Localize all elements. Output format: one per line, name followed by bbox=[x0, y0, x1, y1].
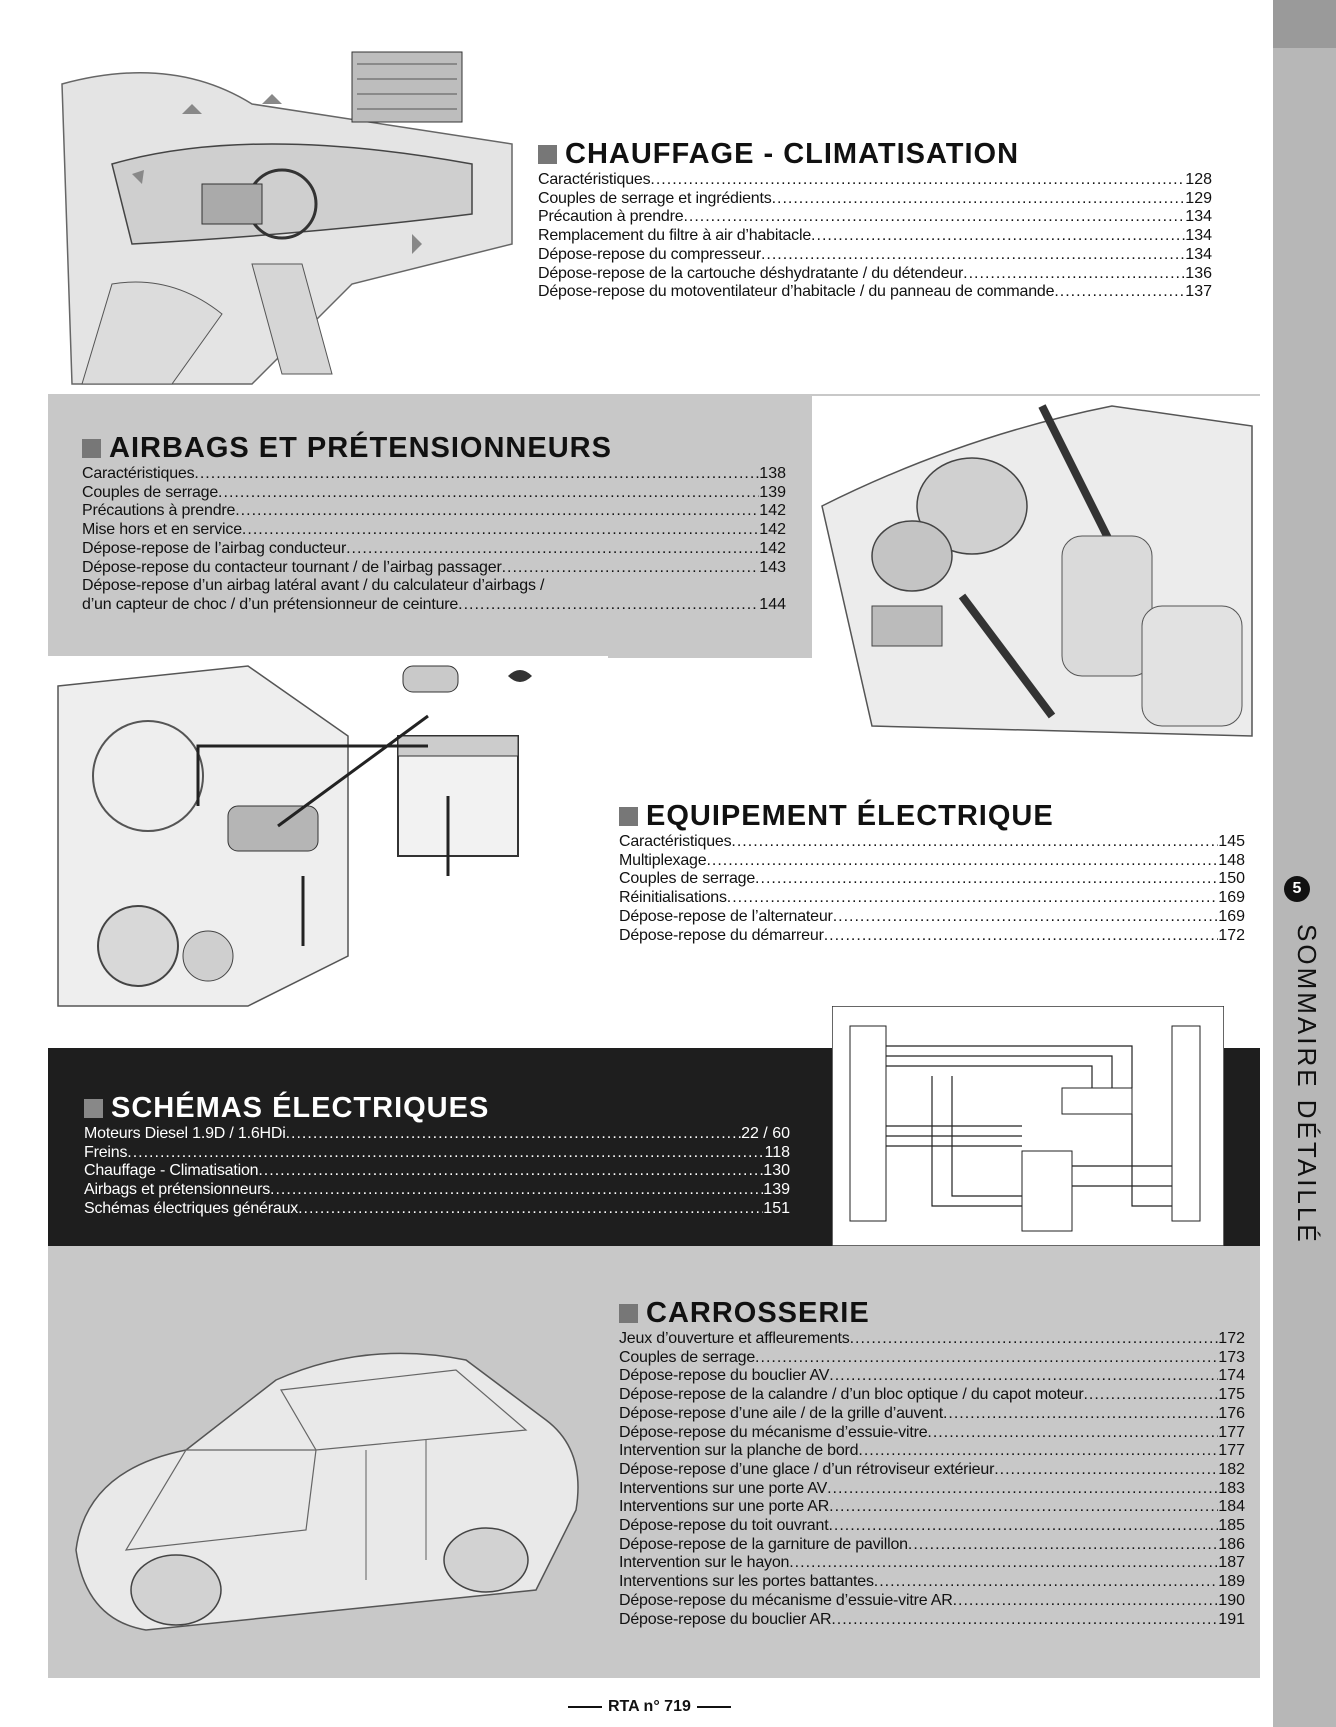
toc-leader-dots bbox=[829, 1498, 1218, 1517]
toc-leader-dots bbox=[943, 1405, 1218, 1424]
toc-entry-page: 134 bbox=[1185, 208, 1212, 226]
toc-entry-label: Dépose-repose d’un airbag latéral avant / du calculateur d’airbags / bbox=[82, 577, 545, 595]
toc-leader-dots bbox=[827, 1480, 1218, 1499]
square-bullet-icon bbox=[538, 145, 557, 164]
section-number-badge: 5 bbox=[1284, 876, 1310, 902]
toc-entry bbox=[619, 889, 1245, 908]
toc-leader-dots bbox=[727, 889, 1219, 908]
toc-entry bbox=[619, 1536, 1245, 1555]
side-tab bbox=[1273, 0, 1336, 1727]
toc-entry-label: Dépose-repose de la cartouche déshydratante / du détendeur bbox=[538, 264, 964, 282]
toc-entry-page: 185 bbox=[1218, 1517, 1245, 1535]
toc-leader-dots bbox=[927, 1424, 1218, 1443]
toc-entry-page: 143 bbox=[759, 558, 786, 576]
toc-leader-dots bbox=[963, 265, 1185, 284]
toc-leader-dots bbox=[218, 484, 759, 503]
toc-entry bbox=[619, 1480, 1245, 1499]
toc-entry-page: 142 bbox=[759, 521, 786, 539]
toc-entry bbox=[82, 559, 786, 578]
dashboard-hvac-illustration bbox=[52, 44, 532, 394]
toc-leader-dots bbox=[828, 1517, 1218, 1536]
toc-entry-label: Caractéristiques bbox=[82, 465, 195, 482]
toc-entry-label: Dépose-repose de la garniture de pavillon bbox=[619, 1535, 908, 1553]
toc-entry-label: Dépose-repose d’une aile / de la grille d’auvent bbox=[619, 1404, 943, 1422]
toc-leader-dots bbox=[761, 246, 1185, 265]
section-schemas bbox=[84, 1093, 790, 1219]
toc-entry-page: 134 bbox=[1185, 245, 1212, 263]
toc-leader-dots bbox=[235, 502, 759, 521]
toc-entry-page: 22 / 60 bbox=[741, 1125, 790, 1142]
toc-entry-page: 172 bbox=[1218, 1330, 1245, 1347]
toc-entry-page: 139 bbox=[759, 483, 786, 501]
toc-entry-page: 184 bbox=[1218, 1498, 1245, 1516]
toc-entry bbox=[84, 1181, 790, 1200]
toc-entry bbox=[538, 246, 1212, 265]
toc-list bbox=[84, 1125, 790, 1219]
toc-entry-page: 177 bbox=[1218, 1423, 1245, 1441]
toc-entry-page: 175 bbox=[1218, 1386, 1245, 1404]
toc-entry bbox=[619, 1405, 1245, 1424]
square-bullet-icon bbox=[619, 807, 638, 826]
toc-entry-page: 169 bbox=[1218, 907, 1245, 925]
section-title: CHAUFFAGE - CLIMATISATION bbox=[538, 139, 1212, 169]
toc-leader-dots bbox=[194, 465, 759, 484]
toc-entry bbox=[538, 283, 1212, 302]
toc-entry-page: 134 bbox=[1185, 227, 1212, 245]
section-title: CARROSSERIE bbox=[619, 1298, 1245, 1328]
toc-leader-dots bbox=[683, 208, 1185, 227]
car-body-illustration bbox=[66, 1300, 596, 1650]
toc-entry bbox=[619, 1424, 1245, 1443]
toc-entry bbox=[84, 1200, 790, 1219]
side-tab-title: SOMMAIRE DÉTAILLÉ bbox=[1292, 924, 1322, 1245]
toc-entry bbox=[619, 927, 1245, 946]
toc-entry-label: Réinitialisations bbox=[619, 889, 727, 907]
section-airbags bbox=[82, 433, 786, 615]
toc-entry-page: 183 bbox=[1218, 1479, 1245, 1497]
toc-entry bbox=[82, 465, 786, 484]
toc-entry bbox=[619, 1330, 1245, 1349]
toc-leader-dots bbox=[858, 1442, 1218, 1461]
toc-entry-label: Dépose-repose du mécanisme d’essuie-vitre bbox=[619, 1423, 928, 1441]
toc-entry-label: Caractéristiques bbox=[619, 833, 732, 850]
toc-entry-label: Dépose-repose du bouclier AV bbox=[619, 1367, 830, 1385]
toc-leader-dots bbox=[953, 1592, 1219, 1611]
toc-entry-page: 137 bbox=[1185, 283, 1212, 301]
toc-entry-label: Dépose-repose de l’airbag conducteur bbox=[82, 539, 347, 557]
toc-leader-dots bbox=[731, 833, 1218, 852]
toc-entry-label: Couples de serrage bbox=[619, 1348, 756, 1366]
toc-entry-label: Dépose-repose d’une glace / d’un rétroviseur extérieur bbox=[619, 1460, 995, 1478]
toc-entry bbox=[82, 521, 786, 540]
toc-entry-label: Intervention sur le hayon bbox=[619, 1554, 790, 1572]
toc-entry bbox=[538, 190, 1212, 209]
page-footer bbox=[562, 1698, 737, 1716]
toc-leader-dots bbox=[650, 171, 1185, 190]
toc-entry-label: Précautions à prendre bbox=[82, 502, 236, 520]
toc-entry-page: 130 bbox=[763, 1162, 790, 1180]
toc-entry-page: 129 bbox=[1185, 189, 1212, 207]
toc-entry bbox=[84, 1162, 790, 1181]
section-title: SCHÉMAS ÉLECTRIQUES bbox=[84, 1093, 790, 1123]
toc-leader-dots bbox=[874, 1573, 1219, 1592]
toc-entry-label: Remplacement du filtre à air d’habitacle bbox=[538, 227, 812, 245]
toc-entry-label: Dépose-repose du mécanisme d’essuie-vitre AR bbox=[619, 1591, 953, 1609]
toc-entry-page: 118 bbox=[764, 1143, 790, 1161]
toc-entry-page: 139 bbox=[763, 1181, 790, 1199]
toc-entry-label: Interventions sur une porte AR bbox=[619, 1498, 830, 1516]
toc-entry-label: Couples de serrage bbox=[619, 870, 756, 888]
toc-entry bbox=[84, 1125, 790, 1144]
square-bullet-icon bbox=[82, 439, 101, 458]
toc-entry-label: Airbags et prétensionneurs bbox=[84, 1181, 271, 1199]
toc-entry bbox=[82, 596, 786, 615]
toc-leader-dots bbox=[829, 1367, 1218, 1386]
section-chauffage bbox=[538, 139, 1212, 302]
toc-entry-label: Caractéristiques bbox=[538, 171, 651, 188]
toc-entry bbox=[619, 1442, 1245, 1461]
section-carrosserie bbox=[619, 1298, 1245, 1629]
toc-leader-dots bbox=[831, 1611, 1218, 1630]
toc-entry-label: Dépose-repose du motoventilateur d’habitacle / du panneau de commande bbox=[538, 283, 1055, 301]
wiring-diagram-illustration bbox=[832, 1006, 1224, 1246]
toc-leader-dots bbox=[1083, 1386, 1218, 1405]
toc-entry bbox=[82, 577, 786, 596]
square-bullet-icon bbox=[84, 1099, 103, 1118]
toc-entry-label: Interventions sur une porte AV bbox=[619, 1479, 828, 1497]
toc-entry-label: Dépose-repose du bouclier AR bbox=[619, 1610, 832, 1628]
toc-entry-label: Interventions sur les portes battantes bbox=[619, 1573, 874, 1591]
toc-entry-page: 150 bbox=[1218, 870, 1245, 888]
side-tab-top bbox=[1273, 0, 1336, 48]
toc-leader-dots bbox=[994, 1461, 1218, 1480]
toc-entry-page: 186 bbox=[1218, 1535, 1245, 1553]
toc-entry-label: Mise hors et en service bbox=[82, 521, 242, 539]
toc-entry-page: 172 bbox=[1218, 926, 1245, 944]
toc-entry-page: 148 bbox=[1218, 851, 1245, 869]
toc-entry-label: Schémas électriques généraux bbox=[84, 1199, 299, 1217]
toc-entry-page: 182 bbox=[1218, 1460, 1245, 1478]
toc-entry-label: Chauffage - Climatisation bbox=[84, 1162, 259, 1180]
toc-entry-label: Dépose-repose du contacteur tournant / de l’airbag passager bbox=[82, 558, 502, 576]
toc-entry bbox=[619, 1611, 1245, 1630]
toc-entry-page: 151 bbox=[763, 1199, 790, 1217]
section-title: AIRBAGS ET PRÉTENSIONNEURS bbox=[82, 433, 786, 463]
toc-entry bbox=[538, 171, 1212, 190]
toc-leader-dots bbox=[298, 1200, 763, 1219]
toc-list bbox=[538, 171, 1212, 302]
toc-entry-label: Freins bbox=[84, 1143, 128, 1161]
toc-entry bbox=[619, 870, 1245, 889]
toc-entry-page: 190 bbox=[1218, 1591, 1245, 1609]
toc-leader-dots bbox=[502, 559, 760, 578]
toc-entry-page: 189 bbox=[1218, 1573, 1245, 1591]
toc-entry bbox=[619, 852, 1245, 871]
toc-entry bbox=[619, 1367, 1245, 1386]
toc-entry-label: Couples de serrage et ingrédients bbox=[538, 189, 772, 207]
toc-entry-label: Moteurs Diesel 1.9D / 1.6HDi bbox=[84, 1125, 286, 1142]
engine-starter-illustration bbox=[48, 656, 608, 1016]
toc-leader-dots bbox=[833, 908, 1219, 927]
toc-entry-page: 142 bbox=[759, 502, 786, 520]
toc-entry-label: Dépose-repose du compresseur bbox=[538, 245, 761, 263]
section-equipement bbox=[619, 801, 1245, 945]
toc-entry-page: 176 bbox=[1218, 1404, 1245, 1422]
toc-leader-dots bbox=[286, 1125, 741, 1144]
toc-entry bbox=[82, 484, 786, 503]
toc-entry bbox=[619, 1592, 1245, 1611]
toc-entry-label: Jeux d’ouverture et affleurements bbox=[619, 1330, 850, 1347]
toc-entry-label: d’un capteur de choc / d’un prétensionneur de ceinture bbox=[82, 595, 459, 613]
toc-leader-dots bbox=[458, 596, 759, 615]
toc-entry bbox=[82, 540, 786, 559]
toc-entry bbox=[619, 1386, 1245, 1405]
toc-leader-dots bbox=[242, 521, 759, 540]
toc-entry-label: Couples de serrage bbox=[82, 483, 219, 501]
toc-leader-dots bbox=[772, 190, 1186, 209]
toc-leader-dots bbox=[789, 1554, 1218, 1573]
toc-leader-dots bbox=[258, 1162, 763, 1181]
toc-list bbox=[619, 833, 1245, 945]
toc-entry-label: Précaution à prendre bbox=[538, 208, 684, 226]
toc-entry bbox=[538, 227, 1212, 246]
toc-entry bbox=[82, 502, 786, 521]
toc-entry bbox=[619, 1573, 1245, 1592]
toc-entry-page: 136 bbox=[1185, 264, 1212, 282]
toc-entry-page: 173 bbox=[1218, 1348, 1245, 1366]
toc-entry bbox=[619, 1517, 1245, 1536]
toc-leader-dots bbox=[908, 1536, 1218, 1555]
toc-list bbox=[619, 1330, 1245, 1629]
toc-entry-label: Dépose-repose du démarreur bbox=[619, 926, 824, 944]
toc-entry-label: Dépose-repose de la calandre / d’un bloc optique / du capot moteur bbox=[619, 1386, 1084, 1404]
toc-entry-page: 145 bbox=[1218, 833, 1245, 850]
toc-entry-page: 142 bbox=[759, 539, 786, 557]
toc-leader-dots bbox=[824, 927, 1219, 946]
toc-leader-dots bbox=[706, 852, 1218, 871]
square-bullet-icon bbox=[619, 1304, 638, 1323]
toc-leader-dots bbox=[755, 870, 1218, 889]
airbags-illustration bbox=[812, 396, 1260, 741]
toc-entry-page: 144 bbox=[759, 595, 786, 613]
toc-entry-page: 191 bbox=[1218, 1610, 1245, 1628]
toc-entry-page: 169 bbox=[1218, 889, 1245, 907]
toc-entry bbox=[619, 1349, 1245, 1368]
toc-entry bbox=[619, 1554, 1245, 1573]
toc-entry-page: 128 bbox=[1185, 171, 1212, 188]
section-title: EQUIPEMENT ÉLECTRIQUE bbox=[619, 801, 1245, 831]
toc-entry-label: Intervention sur la planche de bord bbox=[619, 1442, 859, 1460]
toc-leader-dots bbox=[811, 227, 1185, 246]
toc-entry-label: Dépose-repose de l’alternateur bbox=[619, 907, 833, 925]
toc-entry bbox=[619, 833, 1245, 852]
toc-leader-dots bbox=[127, 1144, 764, 1163]
toc-entry-label: Multiplexage bbox=[619, 851, 707, 869]
toc-entry bbox=[84, 1144, 790, 1163]
toc-entry-page: 187 bbox=[1218, 1554, 1245, 1572]
toc-leader-dots bbox=[1054, 283, 1185, 302]
toc-entry-page: 138 bbox=[759, 465, 786, 482]
toc-entry bbox=[538, 265, 1212, 284]
toc-leader-dots bbox=[270, 1181, 763, 1200]
toc-list bbox=[82, 465, 786, 615]
toc-entry-page: 177 bbox=[1218, 1442, 1245, 1460]
footer-text: RTA n° 719 bbox=[608, 1698, 691, 1715]
toc-entry bbox=[538, 208, 1212, 227]
toc-leader-dots bbox=[850, 1330, 1219, 1349]
toc-leader-dots bbox=[346, 540, 759, 559]
toc-entry-page: 174 bbox=[1218, 1367, 1245, 1385]
toc-entry bbox=[619, 1498, 1245, 1517]
toc-entry-label: Dépose-repose du toit ouvrant bbox=[619, 1517, 829, 1535]
toc-entry bbox=[619, 908, 1245, 927]
toc-leader-dots bbox=[755, 1349, 1218, 1368]
toc-entry bbox=[619, 1461, 1245, 1480]
